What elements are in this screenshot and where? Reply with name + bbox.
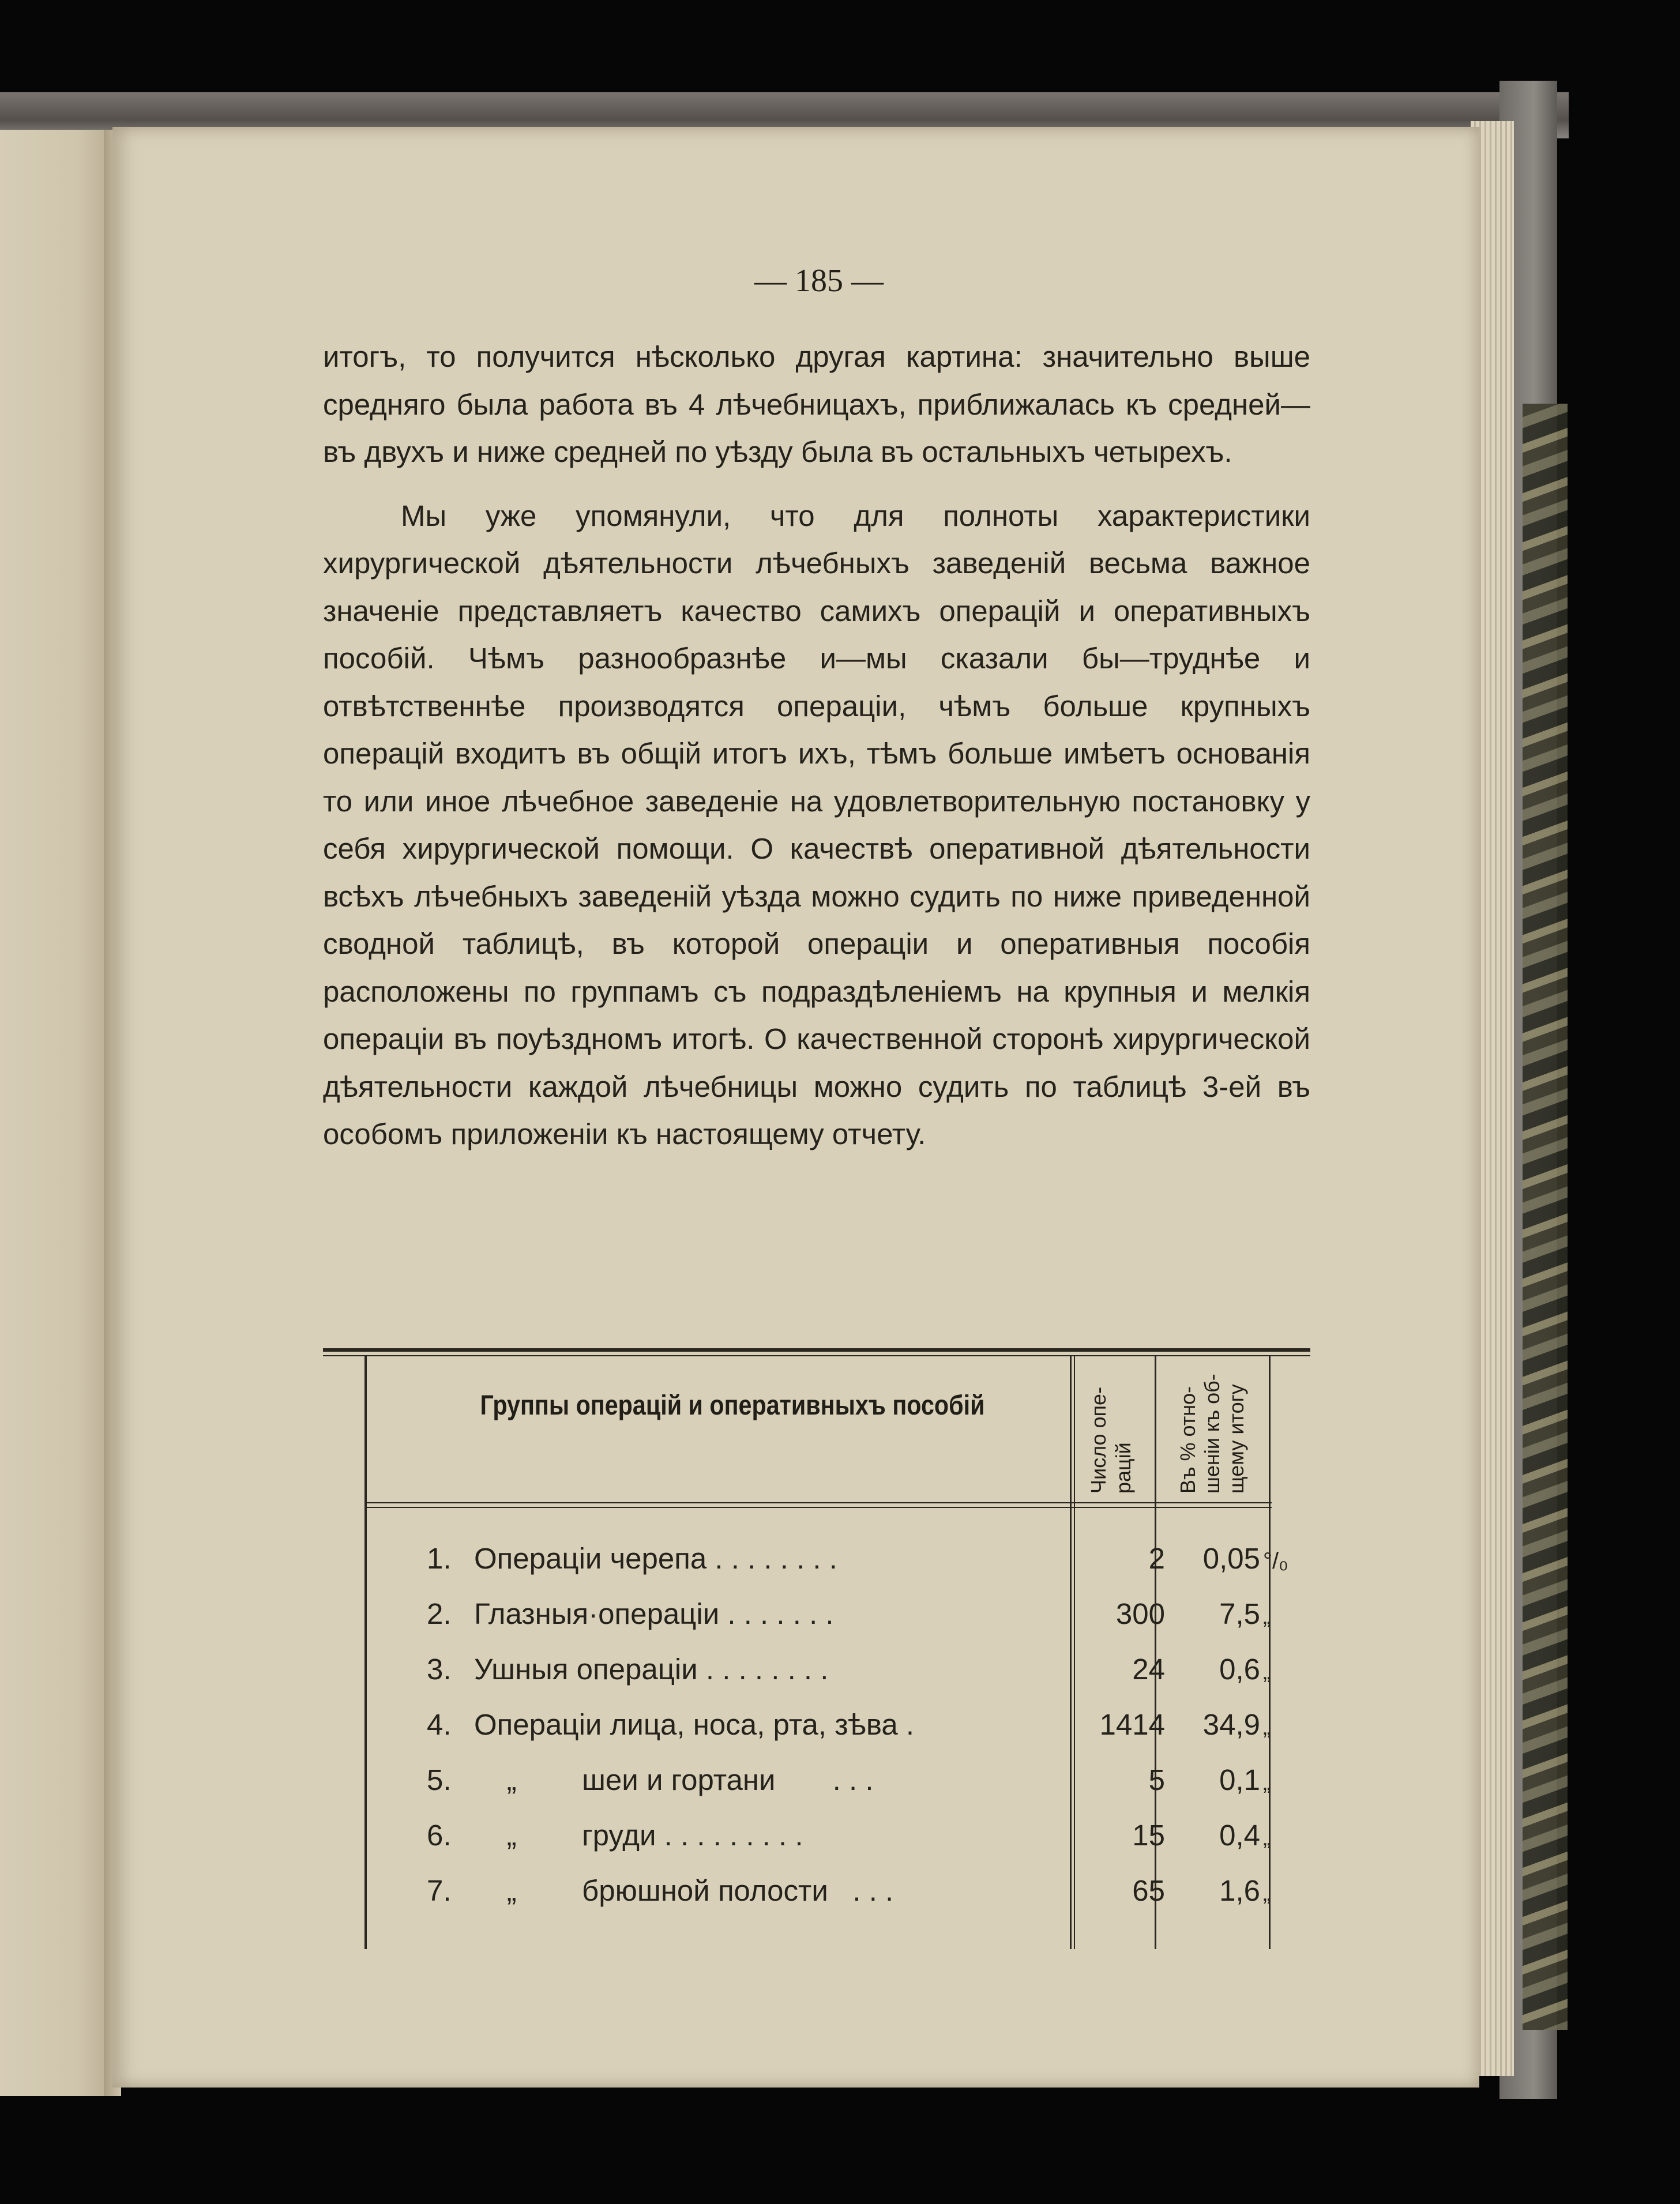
row-label: „ брюшной полости . . .	[474, 1874, 894, 1907]
col-head-pct-line3: щему итогу	[1224, 1384, 1248, 1494]
page-number: — 185 —	[754, 263, 884, 299]
table-row	[415, 1646, 1292, 1702]
row-number: 7.	[427, 1874, 452, 1907]
row-count: 2	[1148, 1542, 1165, 1575]
row-unit: „	[1263, 1604, 1271, 1629]
table-header-rule	[366, 1502, 1272, 1503]
row-number: 4.	[427, 1708, 452, 1741]
row-label: Операціи черепа . . . . . . . .	[474, 1542, 837, 1575]
table-row	[415, 1536, 1292, 1591]
row-count: 15	[1132, 1819, 1165, 1852]
col-head-count-line1: Число опе-	[1087, 1386, 1110, 1494]
row-number: 3.	[427, 1653, 452, 1686]
row-percent: 1,6	[1219, 1874, 1260, 1907]
row-label: Глазныя·операціи . . . . . . .	[474, 1597, 834, 1630]
table-row	[415, 1702, 1292, 1757]
row-unit: „	[1263, 1880, 1271, 1906]
row-label: „ шеи и гортани . . .	[474, 1763, 874, 1796]
col-head-pct-line1: Въ % отно-	[1176, 1386, 1200, 1494]
row-unit: „	[1263, 1770, 1271, 1795]
col-head-pct-line2: шеніи къ об-	[1200, 1374, 1224, 1494]
table-header-title: Группы операцій и оперативныхъ пособій	[480, 1390, 985, 1421]
row-count: 5	[1148, 1763, 1165, 1796]
row-number: 5.	[427, 1763, 452, 1796]
table-top-rule-thin	[323, 1355, 1310, 1356]
row-count: 1414	[1099, 1708, 1165, 1741]
row-number: 2.	[427, 1597, 452, 1630]
row-unit: „	[1263, 1825, 1271, 1851]
row-percent: 0,05	[1202, 1542, 1260, 1575]
row-percent: 7,5	[1219, 1597, 1260, 1630]
left-page-edge	[0, 130, 112, 2096]
marbled-cover-edge	[1523, 404, 1568, 2030]
row-number: 1.	[427, 1542, 452, 1575]
row-count: 65	[1132, 1874, 1165, 1907]
table-top-rule	[323, 1348, 1310, 1352]
table-row	[415, 1591, 1292, 1646]
col-head-count-line2: рацій	[1111, 1442, 1135, 1494]
row-label: „ груди . . . . . . . . .	[474, 1819, 803, 1852]
table-row	[415, 1757, 1292, 1812]
row-percent: 0,6	[1219, 1653, 1260, 1686]
row-label: Ушныя операціи . . . . . . . .	[474, 1653, 829, 1686]
row-unit: „	[1263, 1714, 1271, 1740]
paragraph-1: итогъ, то получится нѣсколько другая картина: значительно выше средняго была работа въ 4 лѣчебницахъ, приближалась къ средней—въ двухъ и ниже средней по уѣзду была въ остальныхъ четырехъ.	[323, 340, 1310, 468]
table-left-border	[364, 1355, 367, 1949]
row-count: 300	[1115, 1597, 1165, 1630]
row-unit: °/₀	[1263, 1548, 1288, 1574]
row-percent: 0,1	[1219, 1763, 1260, 1796]
table-row	[415, 1868, 1292, 1923]
row-count: 24	[1132, 1653, 1165, 1686]
table-header-rule-2	[366, 1507, 1272, 1508]
row-number: 6.	[427, 1819, 452, 1852]
body-text	[323, 333, 1310, 1159]
row-label: Операціи лица, носа, рта, зѣва .	[474, 1708, 915, 1741]
row-unit: „	[1263, 1659, 1271, 1684]
row-percent: 34,9	[1202, 1708, 1260, 1741]
row-percent: 0,4	[1219, 1819, 1260, 1852]
paragraph-2: Мы уже упомянули, что для полноты характеристики хирургической дѣятельности лѣчебныхъ заведеній весьма важное значеніе представляетъ качество самихъ операцій и оперативныхъ пособій. Чѣмъ разнообразнѣе и—мы сказали бы—труднѣе и отвѣтственнѣе производятся операціи, чѣмъ больше крупныхъ операцій входитъ въ общій итогъ ихъ, тѣмъ больше имѣетъ основанія то или иное лѣчебное заведеніе на удовлетворительную постановку у себя хирургической помощи. О качествѣ оперативной дѣятельности всѣхъ лѣчебныхъ заведеній уѣзда можно судить по ниже приведенной сводной таблицѣ, въ которой операціи и оперативныя пособія расположены по группамъ съ подраздѣленіемъ на крупныя и мелкія операціи въ поуѣздномъ итогѣ. О качественной сторонѣ хирургической дѣятельности каждой лѣчебницы можно судить по таблицѣ 3-ей въ особомъ приложеніи къ настоящему отчету.	[323, 499, 1310, 1150]
table-row	[415, 1812, 1292, 1868]
